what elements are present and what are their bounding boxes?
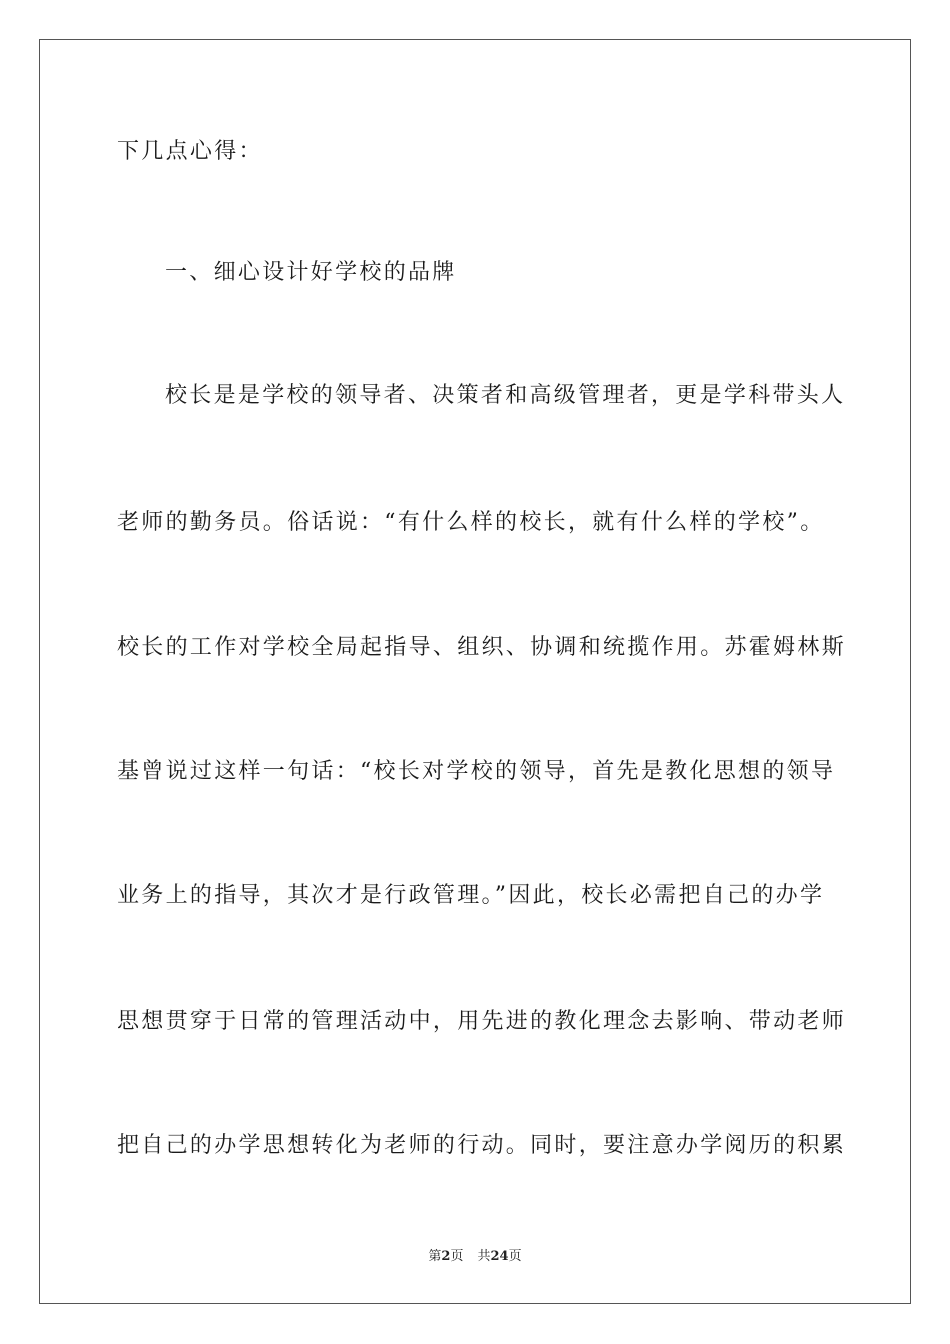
paragraph-line-2: 老师的勤务员。俗话说：“有什么样的校长，就有什么样的学校”。 bbox=[117, 510, 825, 535]
total-suffix: 页 bbox=[508, 1249, 522, 1264]
paragraph-line-5: 业务上的指导，其次才是行政管理。”因此，校长必需把自己的办学 bbox=[117, 883, 825, 908]
paragraph-line-3: 校长的工作对学校全局起指导、组织、协调和统揽作用。苏霍姆林斯 bbox=[117, 635, 847, 660]
paragraph-line-6: 思想贯穿于日常的管理活动中，用先进的教化理念去影响、带动老师 bbox=[117, 1009, 847, 1034]
total-pages: 24 bbox=[490, 1249, 509, 1264]
section-heading: 一、细心设计好学校的品牌 bbox=[165, 260, 457, 285]
page-number: 2 bbox=[441, 1249, 451, 1264]
page-footer bbox=[0, 1248, 950, 1266]
page-border bbox=[39, 39, 911, 1304]
paragraph-line-4: 基曾说过这样一句话：“校长对学校的领导，首先是教化思想的领导 bbox=[117, 759, 836, 784]
total-prefix: 共 bbox=[477, 1249, 491, 1264]
text-line-1: 下几点心得： bbox=[117, 139, 263, 164]
page-suffix: 页 bbox=[450, 1249, 464, 1264]
paragraph-line-7: 把自己的办学思想转化为老师的行动。同时，要注意办学阅历的积累 bbox=[117, 1133, 847, 1158]
paragraph-line-1: 校长是是学校的领导者、决策者和高级管理者，更是学科带头人 bbox=[165, 383, 846, 408]
page-prefix: 第 bbox=[428, 1249, 442, 1264]
